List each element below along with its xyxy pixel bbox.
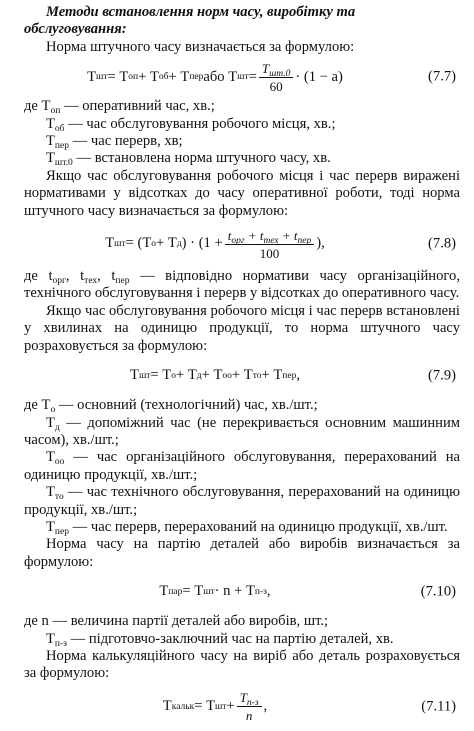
definition-item: $Т_{шт.0}$ — встановлена норма штучного часу, хв. (46, 150, 331, 169)
definition-item: $Т_{пер}$ — час перерв, хв; (46, 133, 183, 152)
formula-7-11-body: Т кальк = Т шт + $\frac{Т_{п-з}}{n}$ , (162, 690, 268, 724)
formula-7-11-fraction: $\frac{Т_{п-з}}{n}$ (237, 690, 262, 723)
definition-item: $Т_{об}$ — час обслуговування робочого місця, хв.; (46, 115, 336, 134)
definition-item: $Т_д$ — допоміжний час (не перекривається основним машинним часом), хв./шт.; (24, 414, 460, 448)
definition-item: де n — величина партії деталей або виробів, шт.; (24, 613, 329, 630)
definition-item: $Т_{то}$ — час технічного обслуговування, перерахований на одиницю продукції, хв./шт.; (24, 484, 460, 518)
definitions-list-3 (24, 613, 460, 648)
formula-7-8-body: Т шт = (Т о + Т д ) · (1 + $\frac{t_{орг} + t_{тех} + t_{пер}}{100}$ ), (105, 227, 325, 261)
definition-item: де $Т_{оп}$ — оперативний час, хв.; (24, 98, 215, 117)
paragraph-6: Норма калькуляційного часу на виріб або деталь розраховується за формулою: (24, 647, 460, 682)
formula-7-7-fraction: $\frac{Т_{шт.0}}{60}$ (259, 61, 294, 94)
paragraph-4: Якщо час обслуговування робочого місця і час перерв встановлені у хвилинах на одиницю продукції, то норма штучного часу розраховується за формулою: (24, 302, 460, 354)
formula-7-8-fraction: $\frac{t_{орг} + t_{тех} + t_{пер}}{100}$ (225, 228, 315, 261)
definition-item: $Т_{п-з}$ — підготовчо-заключний час на партію деталей, хв. (46, 630, 394, 649)
paragraph-5: Норма часу на партію деталей або виробів визначається за формулою: (24, 536, 460, 570)
formula-7-7-body: Т шт = Т оп + Т об + Т пер або Т шт = $\frac{Т_{шт.0}}{60}$ · (1 − a) (87, 60, 343, 94)
formula-7-10-body: Т пар = Т шт · n + Т п-з , (159, 583, 271, 600)
formula-number: (7.11) (421, 698, 456, 715)
formula-number: (7.7) (428, 68, 456, 85)
formula-7-11 (24, 685, 460, 729)
formula-7-7 (24, 58, 460, 96)
formula-7-8 (24, 222, 460, 266)
definition-item: де $Т_о$ — основний (технологічний) час, хв./шт.; (24, 397, 318, 416)
definition-item: $Т_{пер}$ — час перерв, перерахований на одиницю продукції, хв./шт. (46, 518, 448, 537)
formula-number: (7.9) (428, 367, 456, 384)
paragraph-2: Якщо час обслуговування робочого місця і час перерв виражені нормативами у відсотках до часу оперативної роботи, тоді норма штучного часу визначається за формулою: (24, 167, 460, 219)
formula-7-9-body: Т шт = Т о + Т д + Т оо + Т то + Т пер , (130, 367, 300, 384)
paragraph-3: де $t_{орг}$, $t_{тех}$, $t_{пер}$ — відповідно нормативи часу організаційного, технічного обслуговування і перерв у відсотках до оперативного часу. (24, 268, 460, 302)
formula-number: (7.8) (428, 235, 456, 252)
section-heading: Методи встановлення норм часу, виробітку та обслуговування: (24, 4, 356, 38)
definitions-list-2 (24, 397, 460, 536)
paragraph-1: Норма штучного часу визначається за формулою: (46, 38, 355, 55)
document-page (24, 4, 460, 731)
formula-7-9 (24, 357, 460, 395)
formula-number: (7.10) (420, 583, 456, 600)
definitions-list-1 (24, 98, 460, 168)
paragraph-3-tail: — відповідно нормативи часу організаційного, технічного обслуговування і перерв у відсотках до оперативного часу. (24, 268, 460, 302)
definition-item: $Т_{оо}$ — час організаційного обслуговування, перерахований на одиницю продукції, хв./шт.; (24, 449, 460, 483)
formula-7-10 (24, 573, 460, 611)
